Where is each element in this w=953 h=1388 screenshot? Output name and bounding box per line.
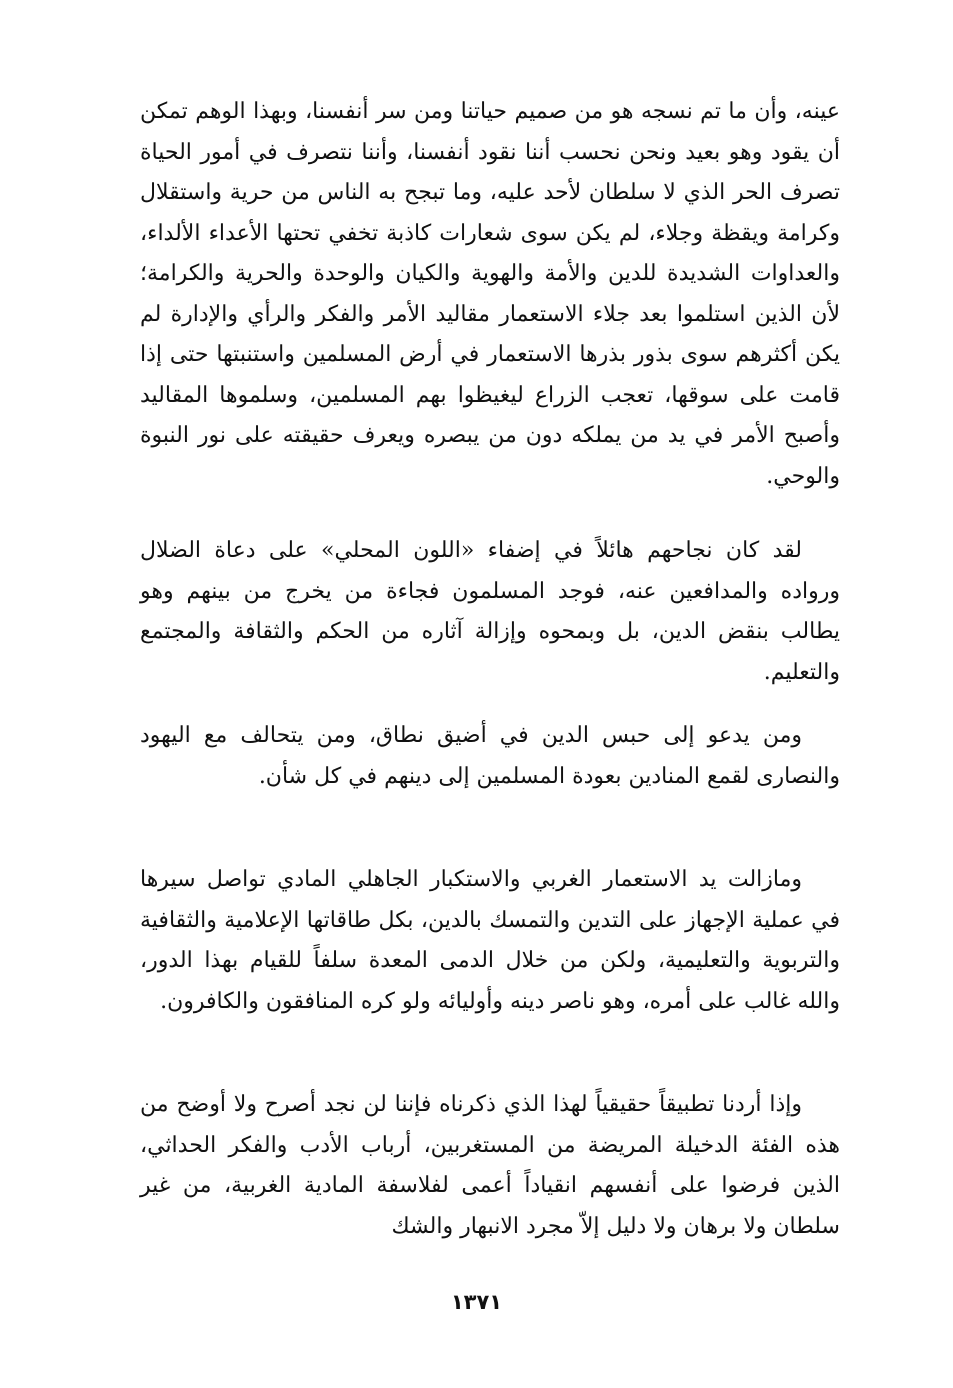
paragraph-continuation bbox=[140, 92, 840, 497]
paragraph-3-text: ومن يدعو إلى حبس الدين في أضيق نطاق، ومن يتحالف مع اليهود والنصارى لقمع المنادين بعودة المسلمين إلى دينهم في كل شأن. bbox=[140, 723, 840, 789]
paragraph-4-text: ومازالت يد الاستعمار الغربي والاستكبار الجاهلي المادي تواصل سيرها في عملية الإجهاز على التدين والتمسك بالدين، بكل طاقاتها الإعلامية والثقافية والتربوية والتعليمية، ولكن من خلال الدمى المعدة سلفاً للقيام بهذا الدور، والله غالب على أمره، وهو ناصر دينه وأوليائه ولو كره المنافقون والكافرون. bbox=[140, 867, 840, 1014]
paragraph-confine-religion bbox=[140, 716, 840, 797]
paragraph-2-text: لقد كان نجاحهم هائلاً في إضفاء «اللون المحلي» على دعاة الضلال ورواده والمدافعين عنه، فوجد المسلمون فجاءة من يخرج من بينهم وهو يطالب بنقض الدين، بل وبمحوه وإزالة آثاره من الحكم والثقافة والمجتمع والتعليم. bbox=[140, 538, 840, 685]
paragraph-1-text: عينه، وأن ما تم نسجه هو من صميم حياتنا ومن سر أنفسنا، وبهذا الوهم تمكن أن يقود وهو بعيد ونحن نحسب أننا نقود أنفسنا، وأننا نتصرف في أمور الحياة تصرف الحر الذي لا سلطان لأحد عليه، وما تبجح به الناس من حرية واستقلال وكرامة ويقظة وجلاء، لم يكن سوى شعارات كاذبة تخفي تحتها الأعداء الألداء، والعداوات الشديدة للدين والأمة والهوية والكيان والوحدة والحرية والكرامة؛ لأن الذين استلموا بعد جلاء الاستعمار مقاليد الأمر والفكر والرأي والإدارة لم يكن أكثرهم سوى بذور بذرها الاستعمار في أرض المسلمين واستنبتها حتى إذا قامت على سوقها، تعجب الزراع ليغيظوا بهم المسلمين، وسلموها المقاليد وأصبح الأمر في يد من يملكه دون من يبصره ويعرف حقيقته على نور النبوة والوحي. bbox=[140, 99, 840, 489]
paragraph-colonialism-continues bbox=[140, 860, 840, 1022]
paragraph-local-color bbox=[140, 531, 840, 693]
page-number: ١٣٧١ bbox=[450, 1290, 503, 1314]
paragraph-westernized-group bbox=[140, 1085, 840, 1247]
paragraph-5-text: وإذا أردنا تطبيقاً حقيقياً لهذا الذي ذكرناه فإننا لن نجد أصرح ولا أوضح من هذه الفئة الدخيلة المريضة من المستغربين، أرباب الأدب والفكر الحداثي، الذين فرضوا على أنفسهم انقياداً أعمى لفلاسفة المادية الغربية، من غير سلطان ولا برهان ولا دليل إلاّ مجرد الانبهار والشك bbox=[140, 1092, 840, 1239]
